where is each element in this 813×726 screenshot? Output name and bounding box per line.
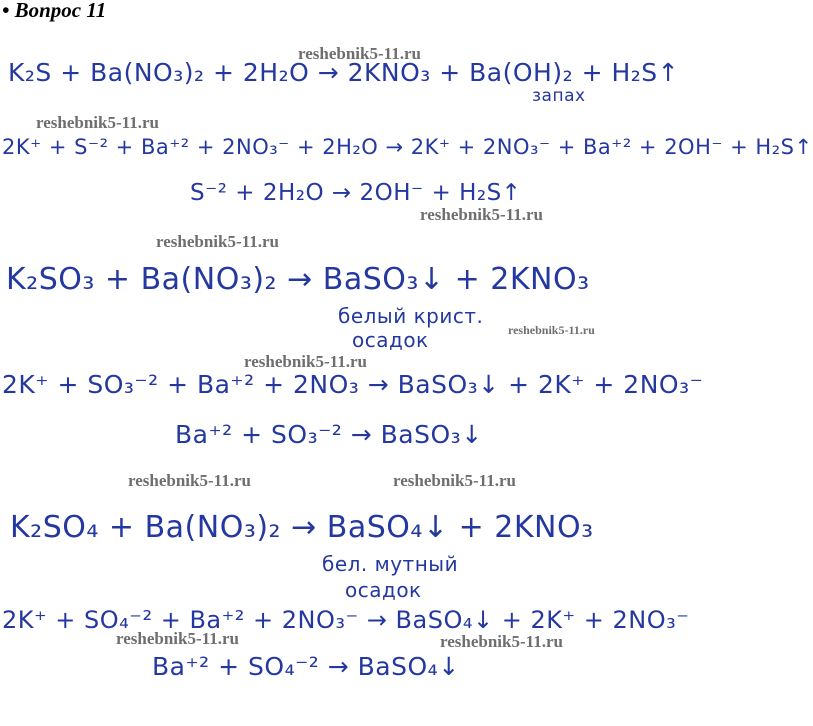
reaction-2-short-ionic: Ba⁺² + SO₃⁻² → BaSO₃↓ <box>175 420 483 449</box>
watermark: reshebnik5-11.ru <box>508 323 595 337</box>
reaction-3-short-ionic: Ba⁺² + SO₄⁻² → BaSO₄↓ <box>152 652 460 681</box>
reaction-3-molecular: K₂SO₄ + Ba(NO₃)₂ → BaSO₄↓ + 2KNO₃ <box>10 510 594 545</box>
reaction-1-molecular: K₂S + Ba(NO₃)₂ + 2H₂O → 2KNO₃ + Ba(OH)₂ + H₂S↑ <box>8 58 680 87</box>
reaction-3-note-line1: бел. мутный <box>322 552 459 576</box>
reaction-3-note-line2: осадок <box>345 578 422 602</box>
watermark: reshebnik5-11.ru <box>156 232 279 251</box>
watermark: reshebnik5-11.ru <box>244 352 367 371</box>
watermark: reshebnik5-11.ru <box>420 205 543 224</box>
watermark: reshebnik5-11.ru <box>128 471 251 490</box>
reaction-2-note-line1: белый крист. <box>338 304 484 328</box>
reaction-1-note: запах <box>532 86 586 106</box>
watermark: reshebnik5-11.ru <box>440 632 563 651</box>
watermark: reshebnik5-11.ru <box>298 44 421 63</box>
reaction-1-full-ionic: 2K⁺ + S⁻² + Ba⁺² + 2NO₃⁻ + 2H₂O → 2K⁺ + 2NO₃⁻ + Ba⁺² + 2OH⁻ + H₂S↑ <box>2 135 813 159</box>
watermark: reshebnik5-11.ru <box>116 629 239 648</box>
reaction-2-molecular: K₂SO₃ + Ba(NO₃)₂ → BaSO₃↓ + 2KNO₃ <box>6 262 590 297</box>
reaction-2-full-ionic: 2K⁺ + SO₃⁻² + Ba⁺² + 2NO₃ → BaSO₃↓ + 2K⁺ + 2NO₃⁻ <box>2 370 704 399</box>
question-heading: • Вопрос 11 <box>2 0 107 22</box>
reaction-3-full-ionic: 2K⁺ + SO₄⁻² + Ba⁺² + 2NO₃⁻ → BaSO₄↓ + 2K⁺ + 2NO₃⁻ <box>2 606 690 634</box>
watermark: reshebnik5-11.ru <box>393 471 516 490</box>
reaction-2-note-line2: осадок <box>352 328 429 352</box>
reaction-1-short-ionic: S⁻² + 2H₂O → 2OH⁻ + H₂S↑ <box>190 180 522 206</box>
watermark: reshebnik5-11.ru <box>36 113 159 132</box>
